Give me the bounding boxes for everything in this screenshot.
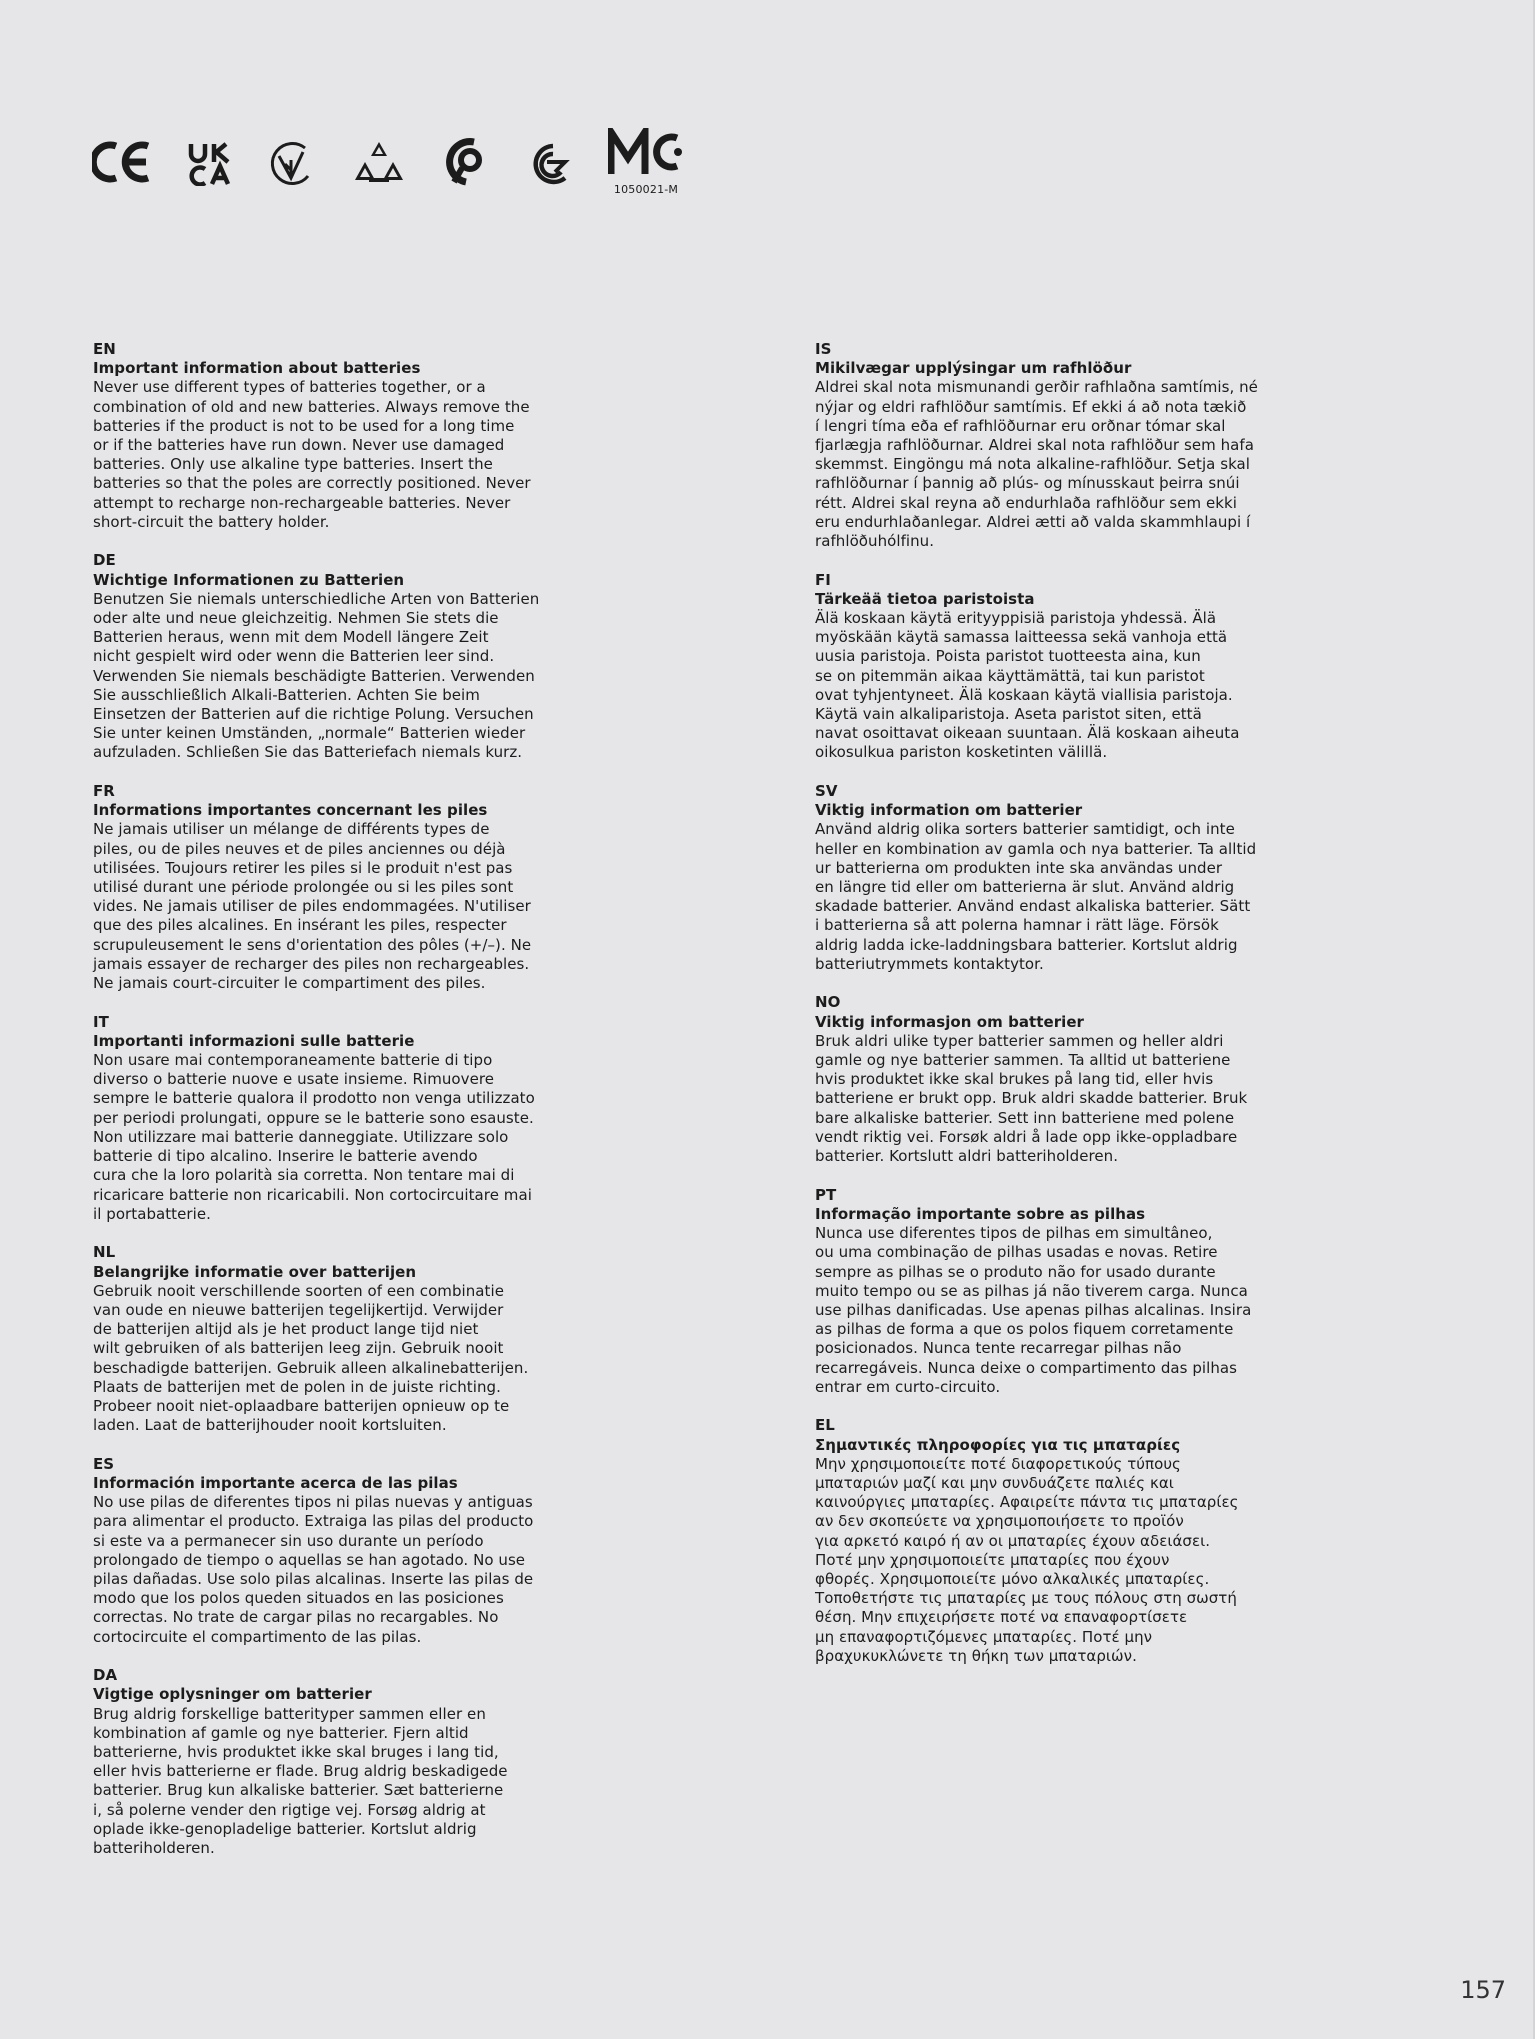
section-body: Μην χρησιμοποιείτε ποτέ διαφορετικούς τύπους μπαταριών μαζί και μην συνδυάζετε παλιές και καινούργιες μπαταρίες. Αφαιρείτε πάντα τις μπαταρίες αν δεν σκοπεύετε να χρησιμοποιήσετε το προϊόν για αρκετό καιρό ή αν οι μπαταρίες έχουν αδειάσει. Ποτέ μην χρησιμοποιείτε μπαταρίες που έχουν φθορές. Χρησιμοποιείτε μόνο αλκαλικές μπαταρίες. Τοποθετήστε τις μπαταρίες με τους πόλους στη σωστή θέση. Μην επιχειρήσετε ποτέ να επαναφορτίσετε μη επαναφορτιζόμενες μπαταρίες. Ποτέ μην βραχυκυκλώνετε τη θήκη των μπαταριών.: [815, 1454, 1239, 1665]
section-heading: Wichtige Informationen zu Batterien: [93, 570, 405, 589]
section-heading: Tärkeää tietoa paristoista: [815, 589, 1035, 608]
section-heading: Belangrijke informatie over batterijen: [93, 1262, 417, 1281]
section-body: No use pilas de diferentes tipos ni pilas nuevas y antiguas para alimentar el producto. Extraiga las pilas del producto si este va a permanecer sin uso durante un período prolongado de tiempo o aquellas se han agotado. No use pilas dañadas. Use solo pilas alcalinas. Inserte las pilas de modo que los polos queden situados en las posiciones correctas. No trate de cargar pilas no recargables. No cortocircuite el compartimento de las pilas.: [93, 1493, 534, 1646]
section-heading: Σημαντικές πληροφορίες για τις μπαταρίες: [815, 1435, 1181, 1454]
section-heading: Vigtige oplysninger om batterier: [93, 1685, 372, 1704]
serbia-conformity-mark-icon: [444, 138, 488, 186]
section-fr: [93, 782, 573, 993]
section-da: [93, 1666, 573, 1858]
language-code: SV: [815, 782, 838, 801]
section-heading: Important information about batteries: [93, 359, 421, 378]
section-no: [815, 993, 1295, 1166]
left-column: [93, 340, 573, 1878]
section-body: Gebruik nooit verschillende soorten of een combinatie van oude en nieuwe batterijen tegelijkertijd. Verwijder de batterijen altijd als je het product lange tijd niet wilt gebruiken of als batterijen leeg zijn. Gebruik nooit beschadigde batterijen. Gebruik alleen alkalinebatterijen. Plaats de batterijen met de polen in de juiste richting. Probeer nooit niet-oplaadbare batterijen opnieuw op te laden. Laat de batterijhouder nooit kortsluiten.: [93, 1281, 529, 1435]
section-body: Använd aldrig olika sorters batterier samtidigt, och inte heller en kombination av gamla och nya batterier. Ta alltid ur batterierna om produkten inte ska användas under en längre tid eller om batterierna är slut. Använd aldrig skadade batterier. Använd endast alkaliska batterier. Sätt i batterierna så att polerna hamnar i rätt läge. Försök aldrig ladda icke-laddningsbara batterier. Kortslut aldrig batteriutrymmets kontaktytor.: [815, 820, 1257, 973]
language-code: IS: [815, 340, 832, 358]
section-heading: Información importante acerca de las pilas: [93, 1473, 458, 1492]
section-de: [93, 551, 573, 762]
language-code: NL: [93, 1243, 116, 1262]
section-heading: Informação importante sobre as pilhas: [815, 1204, 1146, 1223]
section-sv: [815, 782, 1295, 974]
language-code: EL: [815, 1416, 835, 1435]
language-code: FR: [93, 782, 115, 801]
morocco-cmim-mark-icon: [525, 140, 571, 186]
ce-mark-icon: [92, 140, 152, 184]
language-code: IT: [93, 1012, 109, 1031]
section-is: [815, 340, 1295, 551]
section-body: Bruk aldri ulike typer batterier sammen og heller aldri gamle og nye batterier sammen. Ta alltid ut batteriene hvis produktet ikke skal brukes på lang tid, eller hvis batteriene er brukt opp. Bruk aldri skadde batterier. Bruk bare alkaliske batterier. Sett inn batteriene med polene vendt riktig vei. Forsøk aldri å lade opp ikke-oppladbare batterier. Kortslutt aldri batteriholderen.: [815, 1031, 1248, 1166]
language-code: PT: [815, 1185, 837, 1204]
ukca-mark-icon: [188, 142, 234, 186]
section-pt: [815, 1186, 1295, 1397]
moldova-mc-mark-icon: [608, 128, 684, 196]
right-column: [815, 340, 1295, 1685]
language-code: ES: [93, 1454, 115, 1473]
page-number: 157: [1460, 1976, 1506, 2004]
section-heading: Viktig information om batterier: [815, 801, 1083, 820]
mc-code-label: 1050021-M: [613, 183, 679, 196]
eac-mark-icon: [351, 140, 407, 188]
language-code: DE: [93, 551, 116, 570]
language-code: EN: [93, 340, 116, 358]
section-es: [93, 1455, 573, 1647]
section-body: Never use different types of batteries together, or a combination of old and new batteries. Always remove the batteries if the product is not to be used for a long time or if the batteries have run down. Never use damaged batteries. Only use alkaline type batteries. Insert the batteries so that the poles are correctly positioned. Never attempt to recharge non-rechargeable batteries. Never short-circuit the battery holder.: [93, 378, 531, 531]
certification-marks: [92, 126, 792, 206]
section-body: Älä koskaan käytä erityyppisiä paristoja yhdessä. Älä myöskään käytä samassa laitteessa sekä vanhoja että uusia paristoja. Poista paristot tuotteesta aina, kun se on pitemmän aikaa käyttämättä, tai kun paristot ovat tyhjentyneet. Älä koskaan käytä viallisia paristoja. Käytä vain alkaliparistoja. Aseta paristot siten, että navat osoittavat oikeaan suuntaan. Älä koskaan aiheuta oikosulkua pariston kosketinten välillä.: [815, 609, 1240, 762]
section-fi: [815, 571, 1295, 763]
section-body: Nunca use diferentes tipos de pilhas em simultâneo, ou uma combinação de pilhas usadas e novas. Retire sempre as pilhas se o produto não for usado durante muito tempo ou se as pilhas já não tiverem carga. Nunca use pilhas danificadas. Use apenas pilhas alcalinas. Insira as pilhas de forma a que os polos fiquem corretamente posicionados. Nunca tente recarregar pilhas não recarregáveis. Nunca deixe o compartimento das pilhas entrar em curto-circuito.: [815, 1224, 1252, 1396]
language-code: DA: [93, 1666, 118, 1685]
section-it: [93, 1013, 573, 1224]
section-body: Brug aldrig forskellige batterityper sammen eller en kombination af gamle og nye batterier. Fjern altid batterierne, hvis produktet ikke skal bruges i lang tid, eller hvis batterierne er flade. Brug aldrig beskadigede batterier. Brug kun alkaliske batterier. Sæt batterierne i, så polerne vender den rigtige vej. Forsøg aldrig at oplade ikke-genopladelige batterier. Kortslut aldrig batteriholderen.: [93, 1704, 508, 1857]
section-body: Aldrei skal nota mismunandi gerðir rafhlaðna samtímis, né nýjar og eldri rafhlöður samtímis. Ef ekki á að nota tækið í lengri tíma eða ef rafhlöðurnar eru orðnar tómar skal fjarlægja rafhlöðurnar. Aldrei skal nota rafhlöður sem hafa skemmst. Eingöngu má nota alkaline-rafhlöður. Setja skal rafhlöðurnar í þannig að plús- og mínusskaut þeirra snúi rétt. Aldrei skal reyna að endurhlaða rafhlöður sem ekki eru endurhlaðanlegar. Aldrei ætti að valda skammhlaupi í rafhlöðuhólfinu.: [815, 378, 1258, 551]
section-body: Ne jamais utiliser un mélange de différents types de piles, ou de piles neuves et de piles anciennes ou déjà utilisées. Toujours retirer les piles si le produit n'est pas utilisé durant une période prolongée ou si les piles sont vides. Ne jamais utiliser de piles endommagées. N'utiliser que des piles alcalines. En insérant les piles, respecter scrupuleusement le sens d'orientation des pôles (+/–). Ne jamais essayer de recharger des piles non rechargeables. Ne jamais court-circuiter le compartiment des piles.: [93, 820, 532, 993]
section-heading: Viktig informasjon om batterier: [815, 1012, 1085, 1031]
section-nl: [93, 1243, 573, 1435]
language-code: FI: [815, 570, 831, 589]
section-body: Benutzen Sie niemals unterschiedliche Arten von Batterien oder alte und neue gleichzeitig. Nehmen Sie stets die Batterien heraus, wenn mit dem Modell längere Zeit nicht gespielt wird oder wenn die Batterien leer sind. Verwenden Sie niemals beschädigte Batterien. Verwenden Sie ausschließlich Alkali-Batterien. Achten Sie beim Einsetzen der Batterien auf die richtige Polung. Versuchen Sie unter keinen Umständen, „normale“ Batterien wieder aufzuladen. Schließen Sie das Batteriefach niemals kurz.: [93, 589, 540, 762]
section-heading: Importanti informazioni sulle batterie: [93, 1031, 415, 1050]
ukraine-conformity-mark-icon: [267, 140, 315, 188]
section-body: Non usare mai contemporaneamente batterie di tipo diverso o batterie nuove e usate insieme. Rimuovere sempre le batterie qualora il prodotto non venga utilizzato per periodi prolungati, oppure se le batterie sono esauste. Non utilizzare mai batterie danneggiate. Utilizzare solo batterie di tipo alcalino. Inserire le batterie avendo cura che la loro polarità sia corretta. Non tentare mai di ricaricare batterie non ricaricabili. Non cortocircuitare mai il portabatterie.: [93, 1051, 535, 1223]
language-code: NO: [815, 993, 841, 1012]
section-heading: Mikilvægar upplýsingar um rafhlöður: [815, 359, 1132, 378]
section-en: [93, 340, 573, 532]
section-el: [815, 1416, 1295, 1666]
section-heading: Informations importantes concernant les piles: [93, 801, 488, 820]
